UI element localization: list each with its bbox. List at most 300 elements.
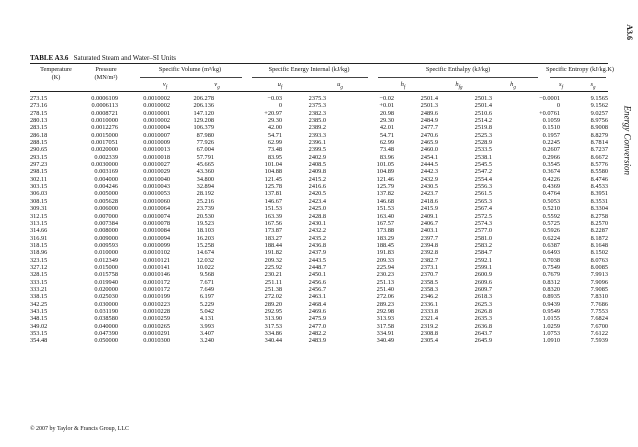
table-cell: 0.0010053: [143, 190, 170, 198]
table-cell: 0.6224: [542, 234, 560, 242]
table-cell: 2382.3: [308, 109, 326, 117]
table-cell: 8.7814: [590, 139, 608, 147]
table-cell: 2397.7: [420, 234, 438, 242]
table-cell: 0.0010099: [143, 241, 170, 249]
table-cell: 2592.1: [474, 256, 492, 264]
table-cell: 2430.5: [420, 183, 438, 191]
table-cell: 3.407: [199, 330, 214, 337]
table-cell: 2609.6: [474, 278, 492, 286]
table-cell: 125.78: [264, 183, 282, 191]
table-cell: 0.6493: [542, 249, 560, 257]
table-cell: 0.0010043: [143, 183, 170, 191]
table-cell: 9.1565: [590, 95, 608, 102]
table-cell: 0.002339: [94, 153, 118, 161]
table-cell: 0.0010013: [143, 146, 170, 154]
table-cell: 0.0010009: [143, 139, 170, 147]
table-cell: 8.3531: [590, 197, 608, 205]
table-cell: 129.208: [193, 117, 214, 125]
table-cell: 2528.9: [474, 139, 492, 147]
table-cell: 0.6387: [542, 241, 560, 249]
table-cell: 87.980: [196, 131, 214, 139]
table-cell: 7.7553: [590, 307, 608, 315]
table-cell: 0.0010259: [143, 315, 170, 323]
table-cell: 2415.9: [420, 205, 438, 213]
table-cell: 289.23: [376, 300, 394, 308]
table-cell: 2444.5: [420, 161, 438, 169]
table-row: [30, 279, 608, 286]
table-title: [30, 54, 176, 62]
table-cell: 0.025030: [94, 293, 118, 301]
table-cell: 278.15: [30, 109, 48, 117]
table-cell: 9.568: [199, 271, 214, 279]
table-cell: 2382.7: [420, 256, 438, 264]
table-row: [30, 323, 608, 330]
table-cell: 2456.6: [308, 278, 326, 286]
table-cell: 2375.3: [308, 95, 326, 102]
table-cell: 2392.8: [420, 249, 438, 257]
table-cell: 0.040000: [94, 322, 118, 330]
table-row: [30, 227, 608, 234]
table-cell: 2448.7: [308, 263, 326, 271]
steam-table-body: [30, 95, 608, 345]
table-cell: 273.16: [30, 102, 48, 110]
table-cell: 0.2607: [542, 146, 560, 154]
table-cell: 348.15: [30, 315, 48, 323]
table-cell: 230.21: [264, 271, 282, 279]
table-cell: 2393.3: [308, 131, 326, 139]
table-row: [30, 198, 608, 205]
table-cell: 0.0006109: [91, 95, 118, 102]
table-cell: 28.192: [196, 190, 214, 198]
table-cell: 8.8279: [590, 131, 608, 139]
header-volume: Specific Volume (m³/kg): [158, 66, 222, 73]
table-cell: 45.665: [196, 161, 214, 169]
table-cell: 0.7549: [542, 263, 560, 271]
table-cell: 163.39: [264, 212, 282, 220]
table-cell: 32.894: [196, 183, 214, 191]
table-cell: 0.2245: [542, 139, 560, 147]
table-cell: 2600.9: [474, 271, 492, 279]
subheader-ug: $u_g$: [337, 81, 343, 91]
top-rule: [30, 63, 608, 64]
table-cell: 342.25: [30, 300, 48, 308]
table-cell: 1.0155: [542, 315, 560, 323]
table-row: [30, 161, 608, 168]
table-cell: 0.0010000: [91, 117, 118, 125]
table-cell: 2625.3: [474, 300, 492, 308]
table-cell: 0.0010121: [143, 256, 170, 264]
table-cell: 0.007384: [94, 219, 118, 227]
table-cell: 7.5939: [590, 337, 608, 345]
table-cell: 8.1872: [590, 234, 608, 242]
table-cell: 2643.7: [474, 330, 492, 337]
table-cell: 0.5592: [542, 212, 560, 220]
appendix-code: A3.6: [625, 24, 634, 40]
table-cell: 2501.3: [420, 102, 438, 110]
table-cell: 2321.4: [420, 315, 438, 323]
table-cell: 0.8935: [542, 293, 560, 301]
table-cell: 292.95: [264, 307, 282, 315]
table-cell: 2475.9: [308, 315, 326, 323]
table-cell: 340.49: [376, 337, 394, 345]
table-cell: 230.23: [376, 271, 394, 279]
table-cell: 316.91: [30, 234, 48, 242]
table-cell: 2482.2: [308, 330, 326, 337]
subheader-hfg: $h_{fg}$: [455, 81, 463, 91]
table-cell: 5.229: [199, 300, 214, 308]
table-cell: 188.45: [376, 241, 394, 249]
table-cell: 54.71: [379, 131, 394, 139]
table-cell: −0.02: [379, 95, 394, 102]
table-cell: 2437.9: [308, 249, 326, 257]
table-cell: 0.019940: [94, 278, 118, 286]
table-cell: 2408.5: [308, 161, 326, 169]
table-cell: 62.99: [267, 139, 282, 147]
table-cell: 23.739: [196, 205, 214, 213]
table-cell: 2525.3: [474, 131, 492, 139]
table-cell: 8.1502: [590, 249, 608, 257]
running-title: Energy Conversion: [622, 105, 632, 175]
header-bottom-rule: [30, 91, 608, 92]
table-cell: 62.99: [379, 139, 394, 147]
table-cell: 2305.4: [420, 337, 438, 345]
table-cell: 0.4369: [542, 183, 560, 191]
table-cell: 83.96: [379, 153, 394, 161]
table-cell: 2501.4: [420, 95, 438, 102]
table-row: [30, 176, 608, 183]
subheader-hg: $h_g$: [510, 81, 516, 91]
table-row: [30, 95, 608, 102]
table-row: [30, 146, 608, 153]
table-cell: 302.11: [30, 175, 48, 183]
table-cell: 306.03: [30, 190, 48, 198]
table-cell: 2436.8: [308, 241, 326, 249]
table-cell: 288.15: [30, 139, 48, 147]
table-cell: 2477.7: [420, 124, 438, 132]
table-cell: 2626.8: [474, 307, 492, 315]
table-cell: 57.791: [196, 153, 214, 161]
table-cell: 0.0010223: [143, 300, 170, 308]
table-cell: 34.800: [196, 175, 214, 183]
table-cell: 206.278: [193, 95, 214, 102]
table-cell: 0.0010004: [143, 124, 170, 132]
table-cell: 0.0020000: [91, 146, 118, 154]
table-cell: 333.21: [30, 285, 48, 293]
table-cell: 2609.7: [474, 285, 492, 293]
table-cell: 297.23: [30, 161, 48, 169]
table-cell: 354.48: [30, 337, 48, 345]
table-cell: 2403.1: [420, 227, 438, 235]
table-cell: 2375.3: [308, 102, 326, 110]
table-cell: 273.15: [30, 95, 48, 102]
table-cell: 2574.3: [474, 219, 492, 227]
table-cell: 2636.8: [474, 322, 492, 330]
table-cell: 0.047390: [94, 330, 118, 337]
table-cell: 151.53: [264, 205, 282, 213]
table-cell: 29.30: [379, 117, 394, 125]
table-cell: 2402.9: [308, 153, 326, 161]
table-cell: 0.0010172: [143, 285, 170, 293]
table-cell: 0.0010007: [143, 131, 170, 139]
subheader-vg: $v_g$: [214, 81, 220, 91]
table-cell: 0.0010291: [143, 330, 170, 337]
table-cell: 0.3545: [542, 161, 560, 169]
table-cell: 2545.5: [474, 161, 492, 169]
table-cell: 317.58: [376, 322, 394, 330]
table-cell: 206.136: [193, 102, 214, 110]
table-cell: 0: [556, 102, 560, 110]
table-row: [30, 117, 608, 124]
table-cell: 0.009000: [94, 234, 118, 242]
table-cell: 25.216: [196, 197, 214, 205]
table-cell: 298.15: [30, 168, 48, 176]
table-row: [30, 337, 608, 344]
table-cell: 146.68: [376, 197, 394, 205]
subheader-sg: $s_g$: [590, 81, 596, 91]
table-cell: 0.004000: [94, 175, 118, 183]
table-cell: 251.38: [264, 285, 282, 293]
table-row: [30, 102, 608, 109]
table-cell: 2581.0: [474, 234, 492, 242]
table-cell: 18.103: [196, 227, 214, 235]
table-cell: 0: [278, 102, 282, 110]
table-cell: 2547.2: [474, 168, 492, 176]
header-entropy: Specific Entropy (kJ/kg.K): [546, 66, 615, 73]
table-row: [30, 330, 608, 337]
table-cell: 2308.8: [420, 330, 438, 337]
table-cell: 8.4533: [590, 183, 608, 191]
table-cell: 272.02: [264, 293, 282, 301]
table-cell: 0.7679: [542, 271, 560, 279]
table-cell: 2561.5: [474, 190, 492, 198]
table-cell: 2333.8: [420, 307, 438, 315]
table-cell: 2514.2: [474, 117, 492, 125]
table-cell: 0.0010078: [143, 219, 170, 227]
table-cell: 7.9085: [590, 285, 608, 293]
table-cell: 0.1957: [542, 131, 560, 139]
table-cell: 0.004246: [94, 183, 118, 191]
table-cell: 2418.6: [420, 197, 438, 205]
table-cell: 0.0008721: [91, 109, 118, 117]
enthalpy-group-rule: [378, 77, 538, 78]
table-row: [30, 308, 608, 315]
table-cell: 323.15: [30, 256, 48, 264]
table-cell: 2584.7: [474, 249, 492, 257]
table-cell: 0.015758: [94, 271, 118, 279]
table-cell: 280.13: [30, 117, 48, 125]
volume-group-rule: [140, 77, 242, 78]
table-cell: 290.65: [30, 146, 48, 154]
table-cell: 1.0753: [542, 330, 560, 337]
table-cell: 0.005000: [94, 190, 118, 198]
table-cell: 8.1648: [590, 241, 608, 249]
header-pressure-unit: (MN/m²): [94, 74, 118, 81]
table-row: [30, 257, 608, 264]
table-row: [30, 271, 608, 278]
table-cell: 151.53: [376, 205, 394, 213]
table-cell: 2454.1: [420, 153, 438, 161]
table-cell: 0.0010265: [143, 322, 170, 330]
table-cell: 2409.8: [308, 168, 326, 176]
table-cell: 8.5776: [590, 161, 608, 169]
header-pressure-label: Pressure: [95, 66, 117, 73]
table-cell: 333.15: [30, 278, 48, 286]
subheader-vf: $v_f$: [162, 81, 168, 91]
table-cell: 2385.0: [308, 117, 326, 125]
table-row: [30, 235, 608, 242]
table-cell: 2399.5: [308, 146, 326, 154]
table-cell: 146.67: [264, 197, 282, 205]
table-cell: 8.7237: [590, 146, 608, 154]
table-cell: 2442.3: [420, 168, 438, 176]
table-cell: 2484.9: [420, 117, 438, 125]
table-cell: 0.0010064: [143, 205, 170, 213]
table-cell: 225.94: [376, 263, 394, 271]
table-cell: 7.6700: [590, 322, 608, 330]
table-row: [30, 242, 608, 249]
table-cell: 2533.5: [474, 146, 492, 154]
table-cell: 8.4746: [590, 175, 608, 183]
table-row: [30, 293, 608, 300]
table-cell: 2567.4: [474, 205, 492, 213]
table-cell: 2470.6: [420, 131, 438, 139]
table-row: [30, 190, 608, 197]
table-cell: 328.15: [30, 271, 48, 279]
table-cell: 7.7686: [590, 300, 608, 308]
table-cell: 2430.1: [308, 219, 326, 227]
table-row: [30, 301, 608, 308]
table-cell: 73.48: [379, 146, 394, 154]
table-row: [30, 264, 608, 271]
table-cell: 2358.3: [420, 285, 438, 293]
table-cell: 2432.2: [308, 227, 326, 235]
table-cell: 292.98: [376, 307, 394, 315]
table-cell: 67.004: [196, 146, 214, 154]
header-enthalpy: Specific Enthalpy (kJ/kg): [425, 66, 491, 73]
table-cell: 0.0030000: [91, 161, 118, 169]
table-cell: 2468.4: [308, 300, 326, 308]
table-cell: 20.98: [379, 109, 394, 117]
table-cell: 188.44: [264, 241, 282, 249]
table-cell: 0.0010027: [143, 161, 170, 169]
table-cell: 2538.1: [474, 153, 492, 161]
table-row: [30, 110, 608, 117]
table-cell: 104.89: [376, 168, 394, 176]
header-pressure: [82, 66, 130, 82]
table-cell: 9.0257: [590, 109, 608, 117]
table-cell: 2565.3: [474, 197, 492, 205]
table-cell: 0.9549: [542, 307, 560, 315]
table-cell: 101.04: [264, 161, 282, 169]
table-cell: 0.9439: [542, 300, 560, 308]
table-cell: 2428.8: [308, 212, 326, 220]
table-cell: 0.007000: [94, 212, 118, 220]
table-cell: 2501.3: [474, 95, 492, 102]
table-cell: 42.00: [267, 124, 282, 132]
table-cell: 2572.5: [474, 212, 492, 220]
table-cell: 7.649: [199, 285, 214, 293]
table-cell: 83.95: [267, 153, 282, 161]
table-cell: 137.82: [376, 190, 394, 198]
table-cell: −0.03: [267, 95, 282, 102]
table-cell: 8.2287: [590, 227, 608, 235]
table-cell: −0.0001: [539, 95, 560, 102]
table-cell: 163.40: [376, 212, 394, 220]
table-cell: 2409.1: [420, 212, 438, 220]
table-cell: 2460.0: [420, 146, 438, 154]
table-cell: 42.01: [379, 124, 394, 132]
table-cell: 0.0010146: [143, 271, 170, 279]
table-cell: 2346.2: [420, 293, 438, 301]
table-cell: 2425.0: [308, 205, 326, 213]
table-cell: 8.9756: [590, 117, 608, 125]
table-cell: 0.0010029: [143, 168, 170, 176]
table-cell: 283.15: [30, 124, 48, 132]
table-cell: 0.0010002: [143, 95, 170, 102]
table-cell: 0.0010084: [143, 227, 170, 235]
table-cell: 15.258: [196, 241, 214, 249]
table-cell: 2406.7: [420, 219, 438, 227]
table-cell: 0.4764: [542, 190, 560, 198]
table-cell: 2396.1: [308, 139, 326, 147]
table-cell: 0.031190: [94, 307, 118, 315]
table-cell: 2554.4: [474, 175, 492, 183]
table-cell: 0.0010060: [143, 197, 170, 205]
table-cell: 303.15: [30, 183, 48, 191]
table-cell: 2618.3: [474, 293, 492, 301]
table-cell: 225.92: [264, 263, 282, 271]
subheader-hf: $h_f$: [400, 81, 406, 91]
energy-group-rule: [252, 77, 368, 78]
header-temperature-unit: (K): [51, 74, 61, 81]
table-cell: 2577.0: [474, 227, 492, 235]
table-cell: 12.032: [196, 256, 214, 264]
table-cell: 2420.5: [308, 190, 326, 198]
table-row: [30, 139, 608, 146]
table-cell: 0.0010172: [143, 278, 170, 286]
table-row: [30, 213, 608, 220]
table-cell: 183.29: [376, 234, 394, 242]
table-cell: 318.96: [30, 249, 48, 257]
table-cell: 2583.2: [474, 241, 492, 249]
table-cell: 2435.2: [308, 234, 326, 242]
table-cell: 0.2966: [542, 153, 560, 161]
table-cell: 8.5580: [590, 168, 608, 176]
table-cell: 173.88: [376, 227, 394, 235]
table-cell: 2319.2: [420, 322, 438, 330]
table-cell: 1.0910: [542, 337, 560, 345]
table-cell: 0.0012276: [91, 124, 118, 132]
table-cell: 2389.2: [308, 124, 326, 132]
table-cell: 0.5210: [542, 205, 560, 213]
table-cell: 0.0010199: [143, 293, 170, 301]
table-cell: 6.197: [199, 293, 214, 301]
table-cell: 137.81: [264, 190, 282, 198]
table-cell: 308.15: [30, 197, 48, 205]
table-cell: 2469.6: [308, 307, 326, 315]
table-cell: 191.83: [376, 249, 394, 257]
table-cell: 3.240: [199, 337, 214, 345]
table-cell: 251.11: [264, 278, 282, 286]
table-cell: 7.671: [199, 278, 214, 286]
table-cell: 313.90: [264, 315, 282, 323]
table-cell: 2432.9: [420, 175, 438, 183]
table-cell: 318.15: [30, 241, 48, 249]
table-cell: 0.0006113: [91, 102, 118, 110]
table-caption: Saturated Steam and Water–SI Units: [73, 54, 176, 62]
table-cell: 0.4226: [542, 175, 560, 183]
table-cell: 0.5725: [542, 219, 560, 227]
